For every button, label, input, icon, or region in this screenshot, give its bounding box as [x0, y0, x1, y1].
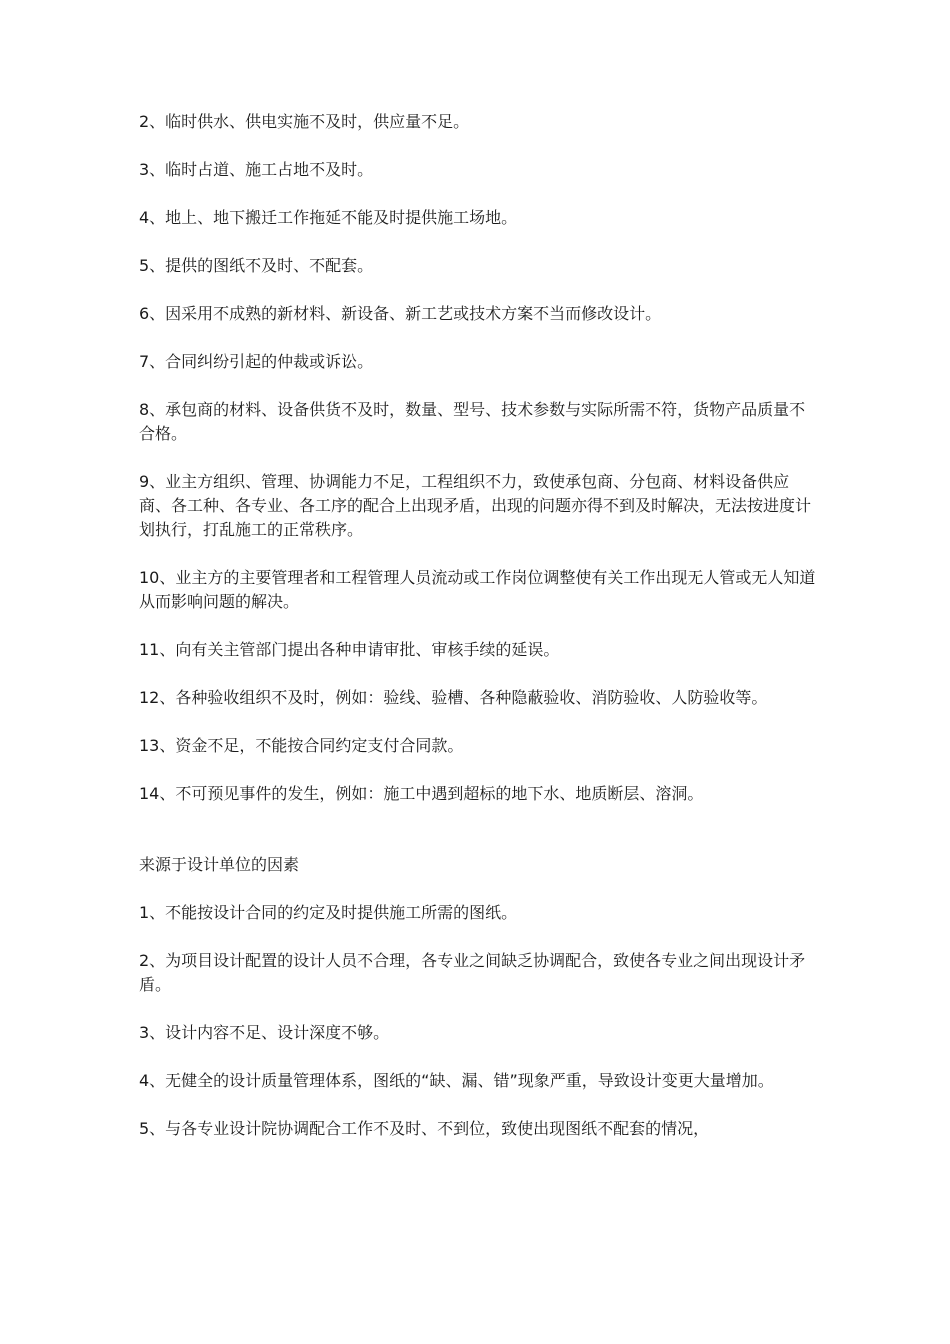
list-item: 14、不可预见事件的发生，例如：施工中遇到超标的地下水、地质断层、溶洞。	[139, 784, 704, 803]
list-item: 6、因采用不成熟的新材料、新设备、新工艺或技术方案不当而修改设计。	[139, 304, 662, 323]
list-item: 3、临时占道、施工占地不及时。	[139, 160, 374, 179]
list-item: 5、与各专业设计院协调配合工作不及时、不到位，致使出现图纸不配套的情况，	[139, 1119, 710, 1138]
list-item: 3、设计内容不足、设计深度不够。	[139, 1023, 390, 1042]
list-item: 5、提供的图纸不及时、不配套。	[139, 256, 374, 275]
list-item: 10、业主方的主要管理者和工程管理人员流动或工作岗位调整使有关工作出现无人管或无人知道从而影响问题的解决。	[139, 568, 816, 611]
document-body	[139, 110, 819, 1165]
list-item: 2、临时供水、供电实施不及时，供应量不足。	[139, 112, 470, 131]
list-item: 4、地上、地下搬迁工作拖延不能及时提供施工场地。	[139, 208, 518, 227]
list-item: 4、无健全的设计质量管理体系，图纸的“缺、漏、错”现象严重，导致设计变更大量增加。	[139, 1071, 774, 1090]
list-item: 13、资金不足，不能按合同约定支付合同款。	[139, 736, 464, 755]
list-item: 8、承包商的材料、设备供货不及时，数量、型号、技术参数与实际所需不符，货物产品质量不合格。	[139, 400, 806, 443]
list-item: 11、向有关主管部门提出各种申请审批、审核手续的延误。	[139, 640, 560, 659]
list-item: 1、不能按设计合同的约定及时提供施工所需的图纸。	[139, 903, 518, 922]
list-item: 2、为项目设计配置的设计人员不合理，各专业之间缺乏协调配合，致使各专业之间出现设计矛盾。	[139, 951, 806, 994]
list-item: 12、各种验收组织不及时，例如：验线、验槽、各种隐蔽验收、消防验收、人防验收等。	[139, 688, 768, 707]
section-heading: 来源于设计单位的因素	[139, 855, 300, 874]
list-item: 9、业主方组织、管理、协调能力不足，工程组织不力，致使承包商、分包商、材料设备供应商、各工种、各专业、各工序的配合上出现矛盾，出现的问题亦得不到及时解决，无法按进度计划执行，打乱施工的正常秩序。	[139, 472, 812, 539]
list-item: 7、合同纠纷引起的仲裁或诉讼。	[139, 352, 374, 371]
